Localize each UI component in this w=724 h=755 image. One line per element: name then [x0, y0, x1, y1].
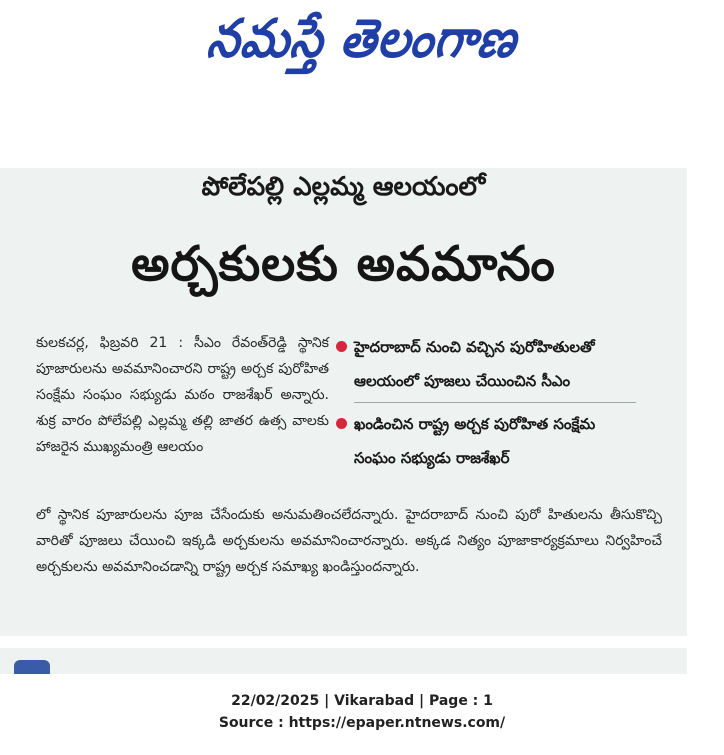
page-footer: [0, 690, 724, 734]
highlight-item: [336, 407, 636, 475]
bullet-dot-icon: [336, 341, 347, 352]
highlight-item: [336, 330, 636, 398]
highlight-text: హైదరాబాద్ నుంచి వచ్చిన పురోహితులతో ఆలయంలో పూజలు చేయించిన సీఎం: [354, 338, 595, 390]
edition-info: 22/02/2025 | Vikarabad | Page : 1: [231, 693, 493, 709]
source-link[interactable]: Source : https://epaper.ntnews.com/: [218, 715, 506, 731]
article-body-continued: లో స్థానిక పూజారులను పూజ చేసేందుకు అనుమతించలేదన్నారు. హైదరాబాద్ నుంచి పురో హితులను తీసుకొచ్చి వారితో పూజలు చేయించి ఇక్కడి అర్చకులను అవమానించారన్నారు. అక్కడ నిత్యం పూజాకార్యక్రమాలు నిర్వహించే అర్చకులను అవమానించడాన్ని రాష్ట్ర అర్చక సమాఖ్య ఖండిస్తుందన్నారు.: [36, 507, 662, 575]
highlight-text: ఖండించిన రాష్ట్ర అర్చక పురోహిత సంక్షేమ సంఘం సభ్యుడు రాజశేఖర్: [354, 415, 596, 467]
bullet-dot-icon: [336, 418, 347, 429]
masthead: [0, 0, 724, 90]
next-article-tab: [14, 660, 50, 674]
article-kicker: పోలేపల్లి ఎల్లమ్మ ఆలయంలో: [201, 172, 486, 202]
article-body-left-column: కులకచర్ల, ఫిబ్రవరి 21 : సీఎం రేవంత్‌రెడ్డి స్థానిక పూజారులను అవమానించారని రాష్ట్ర అర్చక పురోహిత సంక్షేమ సంఘం సభ్యుడు మఠం రాజశేఖర్ అన్నారు. శుక్ర వారం పోలేపల్లి ఎల్లమ్మ తల్లి జాతర ఉత్స వాలకు హాజరైన ముఖ్యమంత్రి ఆలయం: [36, 335, 329, 455]
next-article-strip: [0, 648, 687, 674]
highlight-divider: [354, 402, 636, 403]
article-headline: అర్చకులకు అవమానం: [131, 236, 556, 292]
article-highlights: [336, 330, 636, 475]
newspaper-logo: నమస్తే తెలంగాణ: [204, 7, 521, 70]
